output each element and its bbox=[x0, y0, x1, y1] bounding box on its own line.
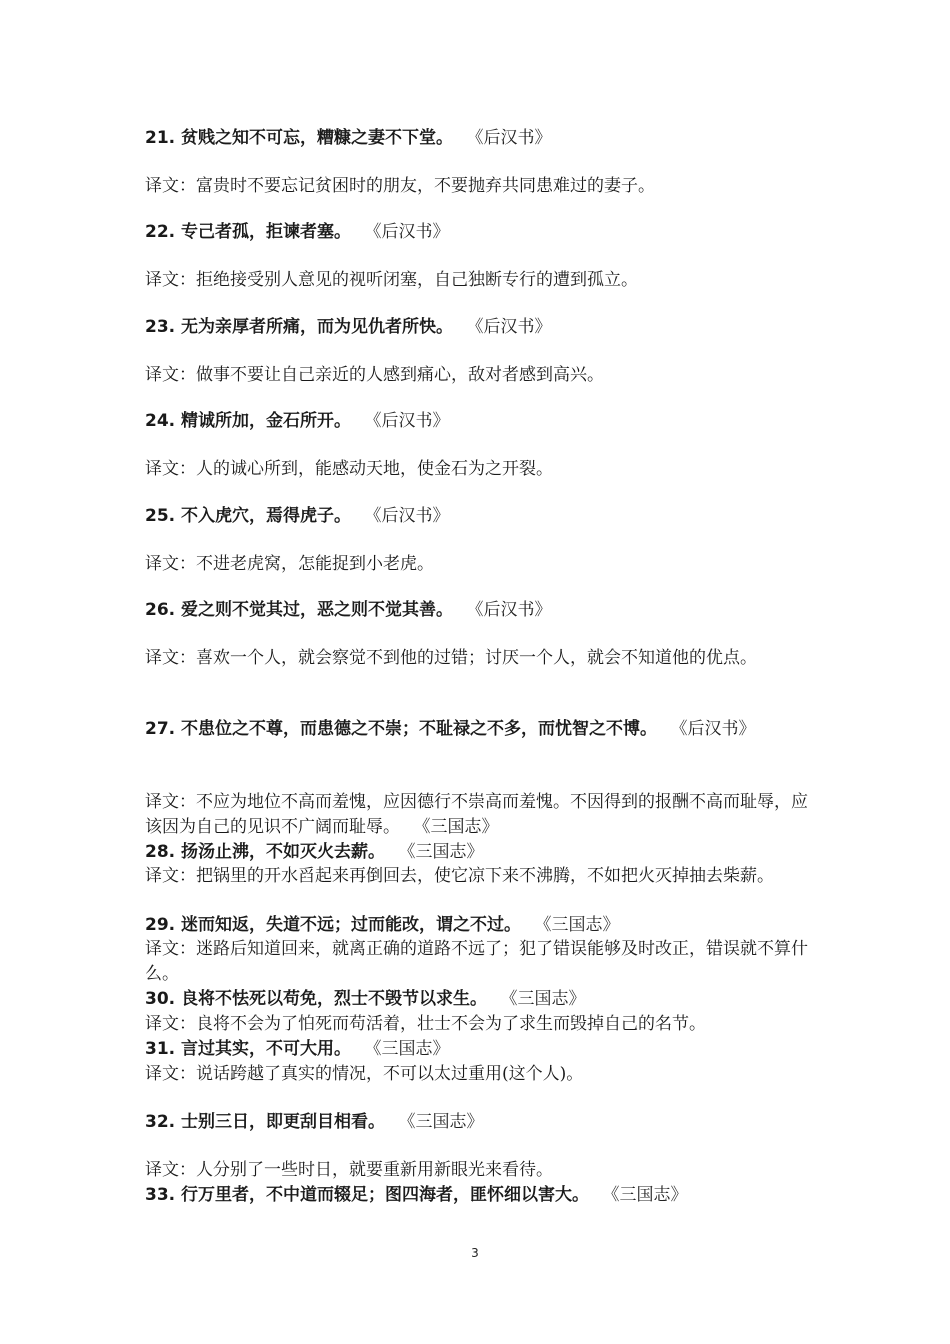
quote-source: 《三国志》 bbox=[407, 842, 484, 862]
quote-source: 《三国志》 bbox=[407, 1112, 484, 1132]
translation-26: 译文：喜欢一个人，就会察觉不到他的过错；讨厌一个人，就会不知道他的优点。 bbox=[145, 648, 757, 668]
quote-32: 32. 士别三日，即更刮目相看。 《三国志》 bbox=[145, 1112, 484, 1132]
translation-27: 译文：不应为地位不高而羞愧，应因德行不崇高而羞愧。不因得到的报酬不高而耻辱，应该因为自己的见识不广阔而耻辱。 《三国志》 bbox=[145, 792, 808, 837]
quote-29: 29. 迷而知返，失道不远；过而能改，谓之不过。 《三国志》 bbox=[145, 915, 620, 935]
translation-28: 译文：把锅里的开水舀起来再倒回去，使它凉下来不沸腾，不如把火灭掉抽去柴薪。 bbox=[145, 866, 774, 886]
quote-24: 24. 精诚所加，金石所开。 《后汉书》 bbox=[145, 411, 450, 431]
quote-22: 22. 专己者孤，拒谏者塞。 《后汉书》 bbox=[145, 222, 450, 242]
quote-source: 《后汉书》 bbox=[373, 411, 450, 431]
quote-28: 28. 扬汤止沸，不如灭火去薪。 《三国志》 bbox=[145, 842, 484, 862]
translation-31: 译文：说话跨越了真实的情况，不可以太过重用(这个人)。 bbox=[145, 1064, 584, 1084]
quote-source: 《三国志》 bbox=[611, 1185, 688, 1205]
quote-source: 《三国志》 bbox=[509, 989, 586, 1009]
translation-21: 译文：富贵时不要忘记贫困时的朋友，不要抛弃共同患难过的妻子。 bbox=[145, 176, 655, 196]
translation-25: 译文：不进老虎窝，怎能捉到小老虎。 bbox=[145, 554, 434, 574]
translation-24: 译文：人的诚心所到，能感动天地，使金石为之开裂。 bbox=[145, 459, 553, 479]
translation-23: 译文：做事不要让自己亲近的人感到痛心，敌对者感到高兴。 bbox=[145, 365, 604, 385]
translation-29: 译文：迷路后知道回来，就离正确的道路不远了；犯了错误能够及时改正，错误就不算什么。 bbox=[145, 939, 808, 984]
quote-source: 《三国志》 bbox=[373, 1039, 450, 1059]
quote-source: 《后汉书》 bbox=[679, 719, 756, 739]
quote-source: 《后汉书》 bbox=[475, 128, 552, 148]
quote-23: 23. 无为亲厚者所痛，而为见仇者所快。 《后汉书》 bbox=[145, 317, 552, 337]
quote-source: 《后汉书》 bbox=[373, 506, 450, 526]
translation-30: 译文：良将不会为了怕死而苟活着，壮士不会为了求生而毁掉自己的名节。 bbox=[145, 1014, 706, 1034]
quote-21: 21. 贫贱之知不可忘，糟糠之妻不下堂。 《后汉书》 bbox=[145, 128, 552, 148]
quote-source: 《三国志》 bbox=[543, 915, 620, 935]
translation-source: 《三国志》 bbox=[422, 817, 499, 837]
quote-source: 《后汉书》 bbox=[373, 222, 450, 242]
page-number: 3 bbox=[471, 1246, 479, 1260]
quote-source: 《后汉书》 bbox=[475, 317, 552, 337]
quote-25: 25. 不入虎穴，焉得虎子。 《后汉书》 bbox=[145, 506, 450, 526]
quote-27: 27. 不患位之不尊，而患德之不崇；不耻禄之不多，而忧智之不博。 《后汉书》 bbox=[145, 719, 756, 739]
quote-30: 30. 良将不怯死以苟免，烈士不毁节以求生。 《三国志》 bbox=[145, 989, 586, 1009]
quote-source: 《后汉书》 bbox=[475, 600, 552, 620]
translation-32: 译文：人分别了一些时日，就要重新用新眼光来看待。 bbox=[145, 1160, 553, 1180]
quote-26: 26. 爱之则不觉其过，恶之则不觉其善。 《后汉书》 bbox=[145, 600, 552, 620]
translation-22: 译文：拒绝接受别人意见的视听闭塞，自己独断专行的遭到孤立。 bbox=[145, 270, 638, 290]
quote-33: 33. 行万里者，不中道而辍足；图四海者，匪怀细以害大。 《三国志》 bbox=[145, 1185, 688, 1205]
quote-31: 31. 言过其实，不可大用。 《三国志》 bbox=[145, 1039, 450, 1059]
